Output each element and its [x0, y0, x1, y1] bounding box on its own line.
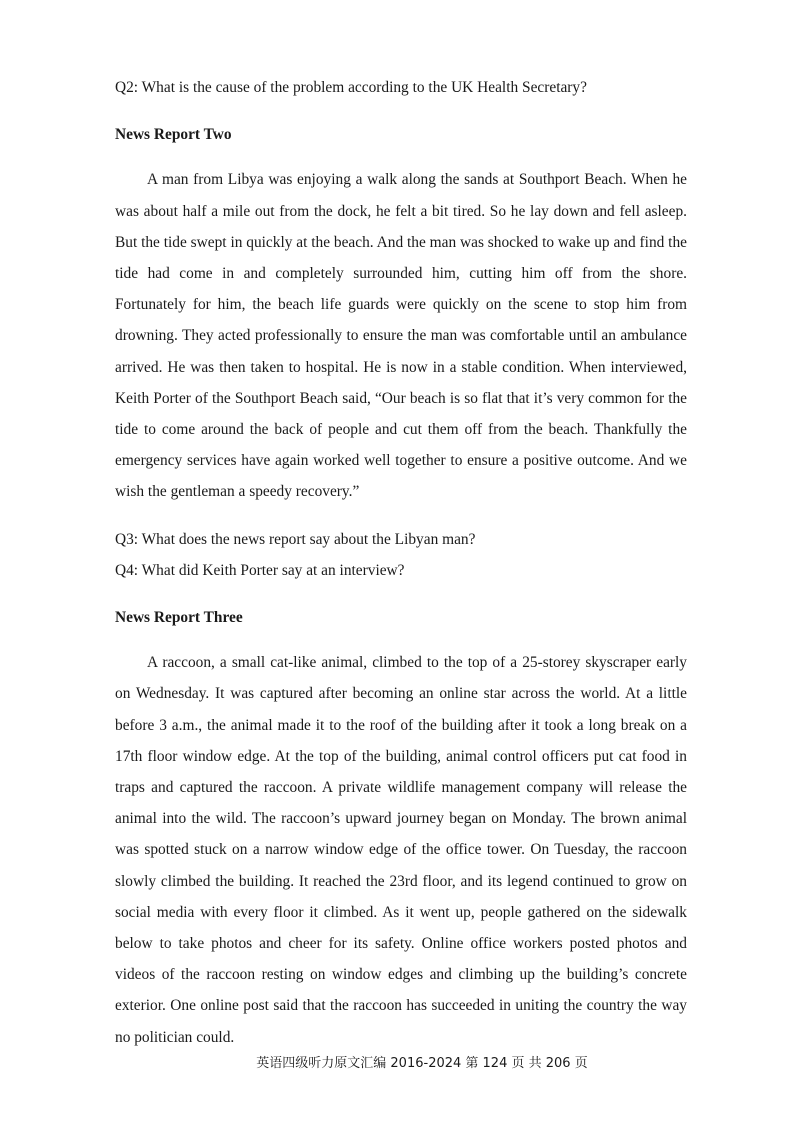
paragraph-news-report-two: A man from Libya was enjoying a walk along the sands at Southport Beach. When he was about half a mile out from the dock, he felt a bit tired. So he lay down and fell asleep. But the tide swept in quickly at the beach. And the man was shocked to wake up and find the tide had come in and completely surrounded him, cutting him off from the shore. Fortunately for him, the beach life guards were quickly on the scene to stop him from drowning. They acted professionally to ensure the man was comfortable until an ambulance arrived. He was then taken to hospital. He is now in a stable condition. When interviewed, Keith Porter of the Southport Beach said, “Our beach is so flat that it’s very common for the tide to come around the back of people and cut them off from the beach. Thankfully the emergency services have again worked well together to ensure a positive outcome. And we wish the gentleman a speedy recovery.”	[115, 171, 687, 501]
paragraph-news-report-three: A raccoon, a small cat-like animal, climbed to the top of a 25-storey skyscraper early on Wednesday. It was captured after becoming an online star across the world. At a little before 3 a.m., the animal made it to the roof of the building after it took a long break on a 17th floor window edge. At the top of the building, animal control officers put cat food in traps and captured the raccoon. A private wildlife management company will release the animal into the wild. The raccoon’s upward journey began on Monday. The brown animal was spotted stuck on a narrow window edge of the office tower. On Tuesday, the raccoon slowly climbed the building. It reached the 23rd floor, and its legend continued to grow on social media with every floor it climbed. As it went up, people gathered on the sidewalk below to take photos and cheer for its safety. Online office workers posted photos and videos of the raccoon resting on window edges and climbing up the building’s concrete exterior. One online post said that the raccoon has succeeded in uniting the country the way no politician could.	[115, 654, 687, 1046]
heading-news-report-two: News Report Two	[115, 126, 232, 144]
page-footer	[0, 1055, 800, 1073]
question-q4: Q4: What did Keith Porter say at an interview?	[115, 561, 405, 579]
spacer	[115, 103, 687, 119]
question-q3: Q3: What does the news report say about the Libyan man?	[115, 530, 476, 548]
page-content	[115, 72, 687, 1053]
spacer	[115, 150, 687, 164]
heading-news-report-three: News Report Three	[115, 609, 243, 627]
spacer	[115, 586, 687, 602]
footer-page-info: 英语四级听力原文汇编 2016-2024 第 124 页 共 206 页	[256, 1056, 588, 1071]
question-q2: Q2: What is the cause of the problem according to the UK Health Secretary?	[115, 79, 587, 96]
spacer	[115, 633, 687, 647]
spacer	[115, 508, 687, 524]
